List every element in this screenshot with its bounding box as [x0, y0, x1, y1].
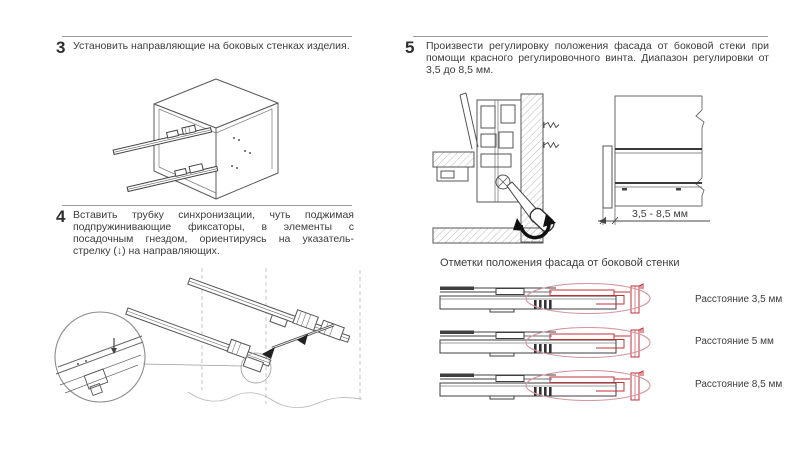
marks-section-title: Отметки положения фасада от боковой стенки — [440, 257, 680, 269]
distance-label-3-5mm: Расстояние 3,5 мм — [695, 294, 783, 305]
fascia-section-line — [460, 95, 472, 149]
step4-number: 4 — [56, 207, 66, 226]
sync-tube-diagram — [42, 264, 377, 430]
step3-divider — [62, 36, 352, 37]
adjustment-section-diagram — [433, 92, 571, 250]
lower-slide — [123, 302, 273, 374]
step3-instruction: Установить направляющие на боковых стенках изделия. — [73, 40, 350, 52]
step5-divider — [413, 36, 768, 37]
profile-diagram-3-5mm — [438, 283, 658, 317]
cabinet-side-panel — [615, 96, 702, 206]
step4-divider — [62, 205, 352, 206]
profile-diagram-5mm — [438, 327, 658, 361]
fascia-edge — [603, 146, 612, 208]
step5-instruction: Произвести регулировку положения фасада от боковой стеки при помощи красного регулировочного винта. Диапазон регулировки от 3,5 до 8,5 мм. — [426, 40, 769, 76]
dimension-arrow-icon — [598, 218, 606, 224]
profile-diagram-8-5mm — [438, 370, 658, 404]
upper-slide — [185, 271, 352, 348]
step3-number: 3 — [56, 38, 66, 57]
step5-number: 5 — [405, 38, 415, 57]
gap-dimension-diagram — [598, 88, 770, 230]
step4-instruction: Вставить трубку синхронизации, чуть поджимая подпружинивающие фиксаторы, в элементы с посадочным гнездом, ориентируясь на указатель-стрелку (↓) на направляющих. — [73, 209, 354, 257]
sync-tube — [272, 325, 334, 348]
magnifier-detail — [55, 312, 145, 402]
dimension-label: 3,5 - 8,5 мм — [632, 208, 688, 220]
cabinet-diagram — [112, 74, 312, 214]
distance-label-5mm: Расстояние 5 мм — [695, 336, 774, 347]
shelf-section — [433, 152, 474, 167]
distance-label-8-5mm: Расстояние 8,5 мм — [695, 379, 783, 390]
leader-line — [143, 364, 242, 366]
screw-icon — [544, 122, 559, 148]
